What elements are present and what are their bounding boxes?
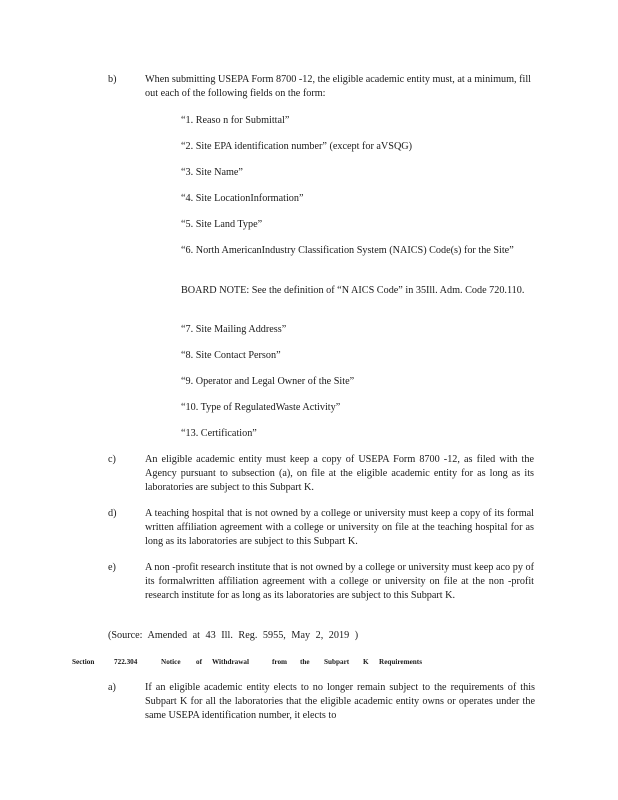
section-title-word: Requirements bbox=[379, 658, 422, 666]
field-item: “8. Site Contact Person” bbox=[181, 350, 281, 361]
section-heading bbox=[72, 657, 542, 667]
field-item: “10. Type of RegulatedWaste Activity” bbox=[181, 402, 341, 413]
section-title-word: Notice bbox=[161, 658, 181, 666]
para-d-letter: d) bbox=[108, 508, 117, 519]
field-item: “7. Site Mailing Address” bbox=[181, 324, 287, 335]
field-item: “5. Site Land Type” bbox=[181, 219, 263, 230]
section-title-word: of bbox=[196, 658, 202, 666]
section-title-word: from bbox=[272, 658, 288, 666]
para-c-letter: c) bbox=[108, 454, 116, 465]
para-d-text: A teaching hospital that is not owned by a college or university must keep a copy of its formal written affiliation agreement with a college or university on file at the teaching hospital for as long as its laboratories are subject to this Subpart K. bbox=[145, 508, 534, 547]
source-note: (Source: Amended at 43 Ill. Reg. 5955, May 2, 2019 ) bbox=[108, 630, 359, 641]
field-item: “1. Reaso n for Submittal” bbox=[181, 115, 290, 126]
section-title-word: K bbox=[363, 658, 369, 666]
para-e-letter: e) bbox=[108, 562, 116, 573]
field-item: “2. Site EPA identification number” (except for aVSQG) bbox=[181, 141, 413, 152]
field-item: “9. Operator and Legal Owner of the Site” bbox=[181, 376, 355, 387]
para-b-letter: b) bbox=[108, 74, 117, 85]
field-item: “6. North AmericanIndustry Classification System (NAICS) Code(s) for the Site” bbox=[181, 245, 514, 256]
para-c-text: An eligible academic entity must keep a copy of USEPA Form 8700 -12, as filed with the Agency pursuant to subsection (a), on file at the eligible academic entity for as long as its laboratories are subject to this Subpart K. bbox=[145, 454, 534, 493]
section-number: 722.304 bbox=[114, 658, 138, 666]
section-title-word: Withdrawal bbox=[212, 658, 250, 666]
field-item: “3. Site Name” bbox=[181, 167, 243, 178]
section-label: Section bbox=[72, 658, 95, 666]
board-note: BOARD NOTE: See the definition of “N AICS Code” in 35Ill. Adm. Code 720.110. bbox=[181, 285, 525, 296]
para-b-text: When submitting USEPA Form 8700 -12, the eligible academic entity must, at a minimum, fill out each of the following fields on the form: bbox=[145, 74, 531, 99]
para-a-letter: a) bbox=[108, 682, 116, 693]
para-e-text: A non -profit research institute that is not owned by a college or university must keep aco py of its formalwritten affiliation agreement with a college or university on file at the non -profit research institute for as long as its laboratories are subject to this Subpart K. bbox=[145, 562, 534, 601]
field-item: “4. Site LocationInformation” bbox=[181, 193, 304, 204]
section-title-word: the bbox=[300, 658, 310, 666]
para-a-text: If an eligible academic entity elects to no longer remain subject to the requirements of this Subpart K for all the laboratories that the eligible academic entity owns or operates under the same USEPA identification number, it elects to bbox=[145, 682, 535, 721]
field-item: “13. Certification” bbox=[181, 428, 257, 439]
section-title-word: Subpart bbox=[324, 658, 350, 666]
